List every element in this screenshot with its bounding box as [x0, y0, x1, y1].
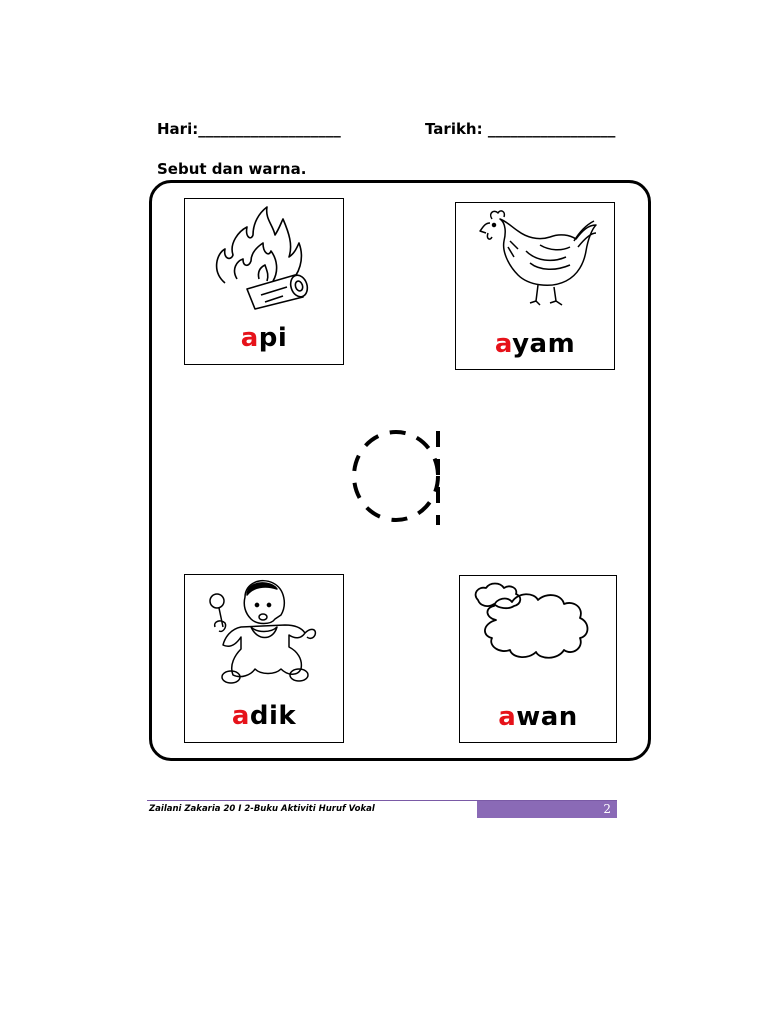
cloud-icon	[468, 580, 608, 680]
card-awan	[459, 575, 617, 743]
word-ayam-rest: yam	[512, 329, 576, 359]
tracing-letter-a	[340, 425, 450, 530]
tarikh-field: Tarikh: _________________	[425, 120, 616, 138]
page-number: 2	[603, 802, 611, 816]
fire-log-icon	[203, 205, 323, 310]
card-adik	[184, 574, 344, 743]
word-awan-rest: wan	[516, 702, 578, 732]
card-ayam	[455, 202, 615, 370]
word-api-rest: pi	[258, 323, 288, 353]
word-ayam-vowel: a	[494, 329, 513, 359]
footer	[147, 800, 617, 818]
word-api-vowel: a	[240, 323, 259, 353]
chicken-icon	[470, 207, 600, 315]
footer-credit: Zailani Zakaria 20 I 2-Buku Aktiviti Huruf Vokal	[149, 804, 375, 814]
word-awan-vowel: a	[498, 702, 517, 732]
instruction-text: Sebut dan warna.	[157, 160, 307, 178]
hari-field: Hari:___________________	[157, 120, 341, 138]
word-adik-rest: dik	[249, 701, 297, 731]
baby-icon	[201, 579, 331, 689]
word-adik-vowel: a	[231, 701, 250, 731]
card-api	[184, 198, 344, 365]
page-number-box	[477, 801, 617, 818]
